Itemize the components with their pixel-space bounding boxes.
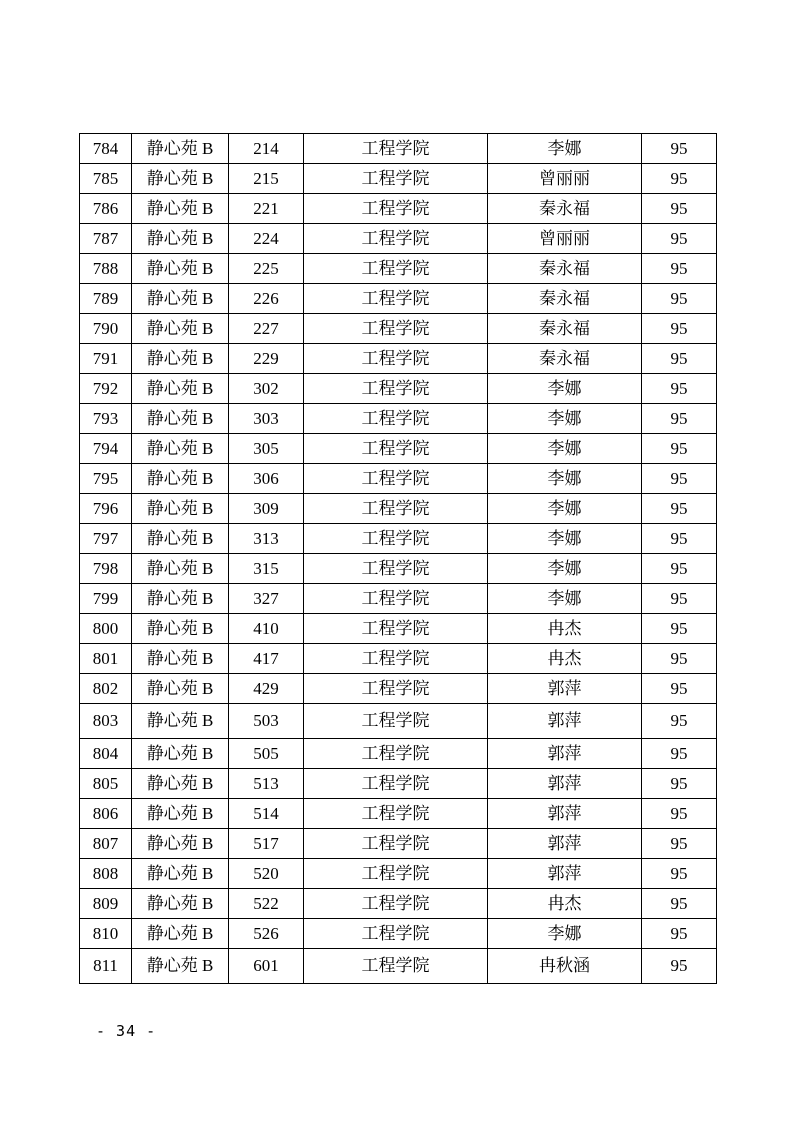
row-number-cell: 803 [80,704,132,739]
table-row [80,644,717,674]
college-cell: 工程学院 [304,374,488,404]
building-cell: 静心苑 B [132,949,229,984]
responsible-person-cell: 郭萍 [488,799,642,829]
table-row [80,704,717,739]
building-cell: 静心苑 B [132,224,229,254]
building-cell: 静心苑 B [132,859,229,889]
row-number-cell: 799 [80,584,132,614]
room-number-cell: 429 [229,674,304,704]
table-row [80,194,717,224]
college-cell: 工程学院 [304,614,488,644]
score-cell: 95 [642,254,717,284]
college-cell: 工程学院 [304,404,488,434]
building-cell: 静心苑 B [132,674,229,704]
table-row [80,614,717,644]
college-cell: 工程学院 [304,674,488,704]
row-number-cell: 793 [80,404,132,434]
room-number-cell: 305 [229,434,304,464]
room-number-cell: 417 [229,644,304,674]
table-row [80,254,717,284]
score-cell: 95 [642,164,717,194]
table-row [80,919,717,949]
responsible-person-cell: 李娜 [488,404,642,434]
building-cell: 静心苑 B [132,644,229,674]
row-number-cell: 784 [80,134,132,164]
college-cell: 工程学院 [304,919,488,949]
score-cell: 95 [642,404,717,434]
row-number-cell: 809 [80,889,132,919]
table-row [80,404,717,434]
responsible-person-cell: 秦永福 [488,284,642,314]
building-cell: 静心苑 B [132,284,229,314]
college-cell: 工程学院 [304,644,488,674]
responsible-person-cell: 秦永福 [488,314,642,344]
college-cell: 工程学院 [304,464,488,494]
table-row [80,949,717,984]
score-cell: 95 [642,554,717,584]
college-cell: 工程学院 [304,164,488,194]
score-cell: 95 [642,829,717,859]
college-cell: 工程学院 [304,494,488,524]
row-number-cell: 797 [80,524,132,554]
college-cell: 工程学院 [304,524,488,554]
building-cell: 静心苑 B [132,889,229,919]
responsible-person-cell: 李娜 [488,464,642,494]
row-number-cell: 791 [80,344,132,374]
table-body [80,134,717,984]
room-number-cell: 601 [229,949,304,984]
score-cell: 95 [642,799,717,829]
building-cell: 静心苑 B [132,134,229,164]
room-number-cell: 229 [229,344,304,374]
room-number-cell: 522 [229,889,304,919]
room-number-cell: 313 [229,524,304,554]
responsible-person-cell: 郭萍 [488,829,642,859]
room-number-cell: 410 [229,614,304,644]
table-row [80,524,717,554]
responsible-person-cell: 李娜 [488,434,642,464]
responsible-person-cell: 曾丽丽 [488,164,642,194]
row-number-cell: 790 [80,314,132,344]
responsible-person-cell: 李娜 [488,494,642,524]
table-row [80,674,717,704]
room-number-cell: 302 [229,374,304,404]
score-cell: 95 [642,919,717,949]
score-cell: 95 [642,739,717,769]
building-cell: 静心苑 B [132,829,229,859]
responsible-person-cell: 郭萍 [488,769,642,799]
building-cell: 静心苑 B [132,314,229,344]
room-number-cell: 227 [229,314,304,344]
college-cell: 工程学院 [304,889,488,919]
room-number-cell: 309 [229,494,304,524]
row-number-cell: 808 [80,859,132,889]
building-cell: 静心苑 B [132,464,229,494]
responsible-person-cell: 李娜 [488,134,642,164]
room-number-cell: 503 [229,704,304,739]
row-number-cell: 788 [80,254,132,284]
table-row [80,434,717,464]
college-cell: 工程学院 [304,344,488,374]
responsible-person-cell: 郭萍 [488,704,642,739]
score-cell: 95 [642,644,717,674]
college-cell: 工程学院 [304,859,488,889]
responsible-person-cell: 李娜 [488,584,642,614]
table-row [80,829,717,859]
room-number-cell: 224 [229,224,304,254]
college-cell: 工程学院 [304,134,488,164]
row-number-cell: 810 [80,919,132,949]
room-number-cell: 520 [229,859,304,889]
row-number-cell: 802 [80,674,132,704]
room-number-cell: 517 [229,829,304,859]
building-cell: 静心苑 B [132,554,229,584]
college-cell: 工程学院 [304,284,488,314]
row-number-cell: 805 [80,769,132,799]
score-cell: 95 [642,889,717,919]
room-number-cell: 327 [229,584,304,614]
row-number-cell: 807 [80,829,132,859]
responsible-person-cell: 李娜 [488,374,642,404]
building-cell: 静心苑 B [132,404,229,434]
building-cell: 静心苑 B [132,614,229,644]
building-cell: 静心苑 B [132,194,229,224]
responsible-person-cell: 冉杰 [488,614,642,644]
table-row [80,554,717,584]
college-cell: 工程学院 [304,799,488,829]
row-number-cell: 796 [80,494,132,524]
row-number-cell: 786 [80,194,132,224]
score-cell: 95 [642,284,717,314]
building-cell: 静心苑 B [132,434,229,464]
building-cell: 静心苑 B [132,494,229,524]
row-number-cell: 792 [80,374,132,404]
row-number-cell: 811 [80,949,132,984]
room-number-cell: 526 [229,919,304,949]
responsible-person-cell: 李娜 [488,524,642,554]
responsible-person-cell: 郭萍 [488,859,642,889]
table-row [80,464,717,494]
room-number-cell: 303 [229,404,304,434]
table-row [80,889,717,919]
score-cell: 95 [642,704,717,739]
table-row [80,739,717,769]
college-cell: 工程学院 [304,829,488,859]
page-number: - 34 - [96,1022,157,1040]
room-number-cell: 226 [229,284,304,314]
college-cell: 工程学院 [304,554,488,584]
row-number-cell: 806 [80,799,132,829]
score-cell: 95 [642,769,717,799]
college-cell: 工程学院 [304,194,488,224]
room-number-cell: 505 [229,739,304,769]
responsible-person-cell: 秦永福 [488,344,642,374]
score-cell: 95 [642,674,717,704]
college-cell: 工程学院 [304,739,488,769]
room-number-cell: 221 [229,194,304,224]
table-row [80,494,717,524]
responsible-person-cell: 李娜 [488,919,642,949]
college-cell: 工程学院 [304,949,488,984]
room-number-cell: 214 [229,134,304,164]
building-cell: 静心苑 B [132,344,229,374]
score-cell: 95 [642,949,717,984]
table-row [80,584,717,614]
building-cell: 静心苑 B [132,374,229,404]
row-number-cell: 794 [80,434,132,464]
building-cell: 静心苑 B [132,799,229,829]
college-cell: 工程学院 [304,254,488,284]
room-number-cell: 513 [229,769,304,799]
building-cell: 静心苑 B [132,584,229,614]
building-cell: 静心苑 B [132,769,229,799]
row-number-cell: 789 [80,284,132,314]
score-cell: 95 [642,614,717,644]
responsible-person-cell: 李娜 [488,554,642,584]
responsible-person-cell: 郭萍 [488,739,642,769]
score-cell: 95 [642,314,717,344]
table-row [80,374,717,404]
building-cell: 静心苑 B [132,524,229,554]
college-cell: 工程学院 [304,224,488,254]
table-row [80,344,717,374]
row-number-cell: 795 [80,464,132,494]
room-number-cell: 315 [229,554,304,584]
table-row [80,859,717,889]
score-cell: 95 [642,344,717,374]
inspection-score-table [79,133,717,984]
row-number-cell: 800 [80,614,132,644]
building-cell: 静心苑 B [132,739,229,769]
room-number-cell: 306 [229,464,304,494]
row-number-cell: 798 [80,554,132,584]
room-number-cell: 514 [229,799,304,829]
score-cell: 95 [642,524,717,554]
responsible-person-cell: 曾丽丽 [488,224,642,254]
table-row [80,799,717,829]
college-cell: 工程学院 [304,434,488,464]
row-number-cell: 785 [80,164,132,194]
college-cell: 工程学院 [304,314,488,344]
responsible-person-cell: 秦永福 [488,194,642,224]
score-cell: 95 [642,859,717,889]
row-number-cell: 804 [80,739,132,769]
building-cell: 静心苑 B [132,919,229,949]
responsible-person-cell: 秦永福 [488,254,642,284]
college-cell: 工程学院 [304,704,488,739]
responsible-person-cell: 冉杰 [488,889,642,919]
score-cell: 95 [642,584,717,614]
responsible-person-cell: 郭萍 [488,674,642,704]
score-cell: 95 [642,134,717,164]
table-row [80,224,717,254]
row-number-cell: 801 [80,644,132,674]
room-number-cell: 215 [229,164,304,194]
score-cell: 95 [642,224,717,254]
building-cell: 静心苑 B [132,704,229,739]
table-row [80,134,717,164]
college-cell: 工程学院 [304,584,488,614]
responsible-person-cell: 冉杰 [488,644,642,674]
college-cell: 工程学院 [304,769,488,799]
score-cell: 95 [642,374,717,404]
table-row [80,314,717,344]
score-cell: 95 [642,434,717,464]
room-number-cell: 225 [229,254,304,284]
building-cell: 静心苑 B [132,164,229,194]
building-cell: 静心苑 B [132,254,229,284]
table-row [80,164,717,194]
responsible-person-cell: 冉秋涵 [488,949,642,984]
row-number-cell: 787 [80,224,132,254]
table-row [80,769,717,799]
score-cell: 95 [642,464,717,494]
table-row [80,284,717,314]
score-cell: 95 [642,194,717,224]
score-cell: 95 [642,494,717,524]
